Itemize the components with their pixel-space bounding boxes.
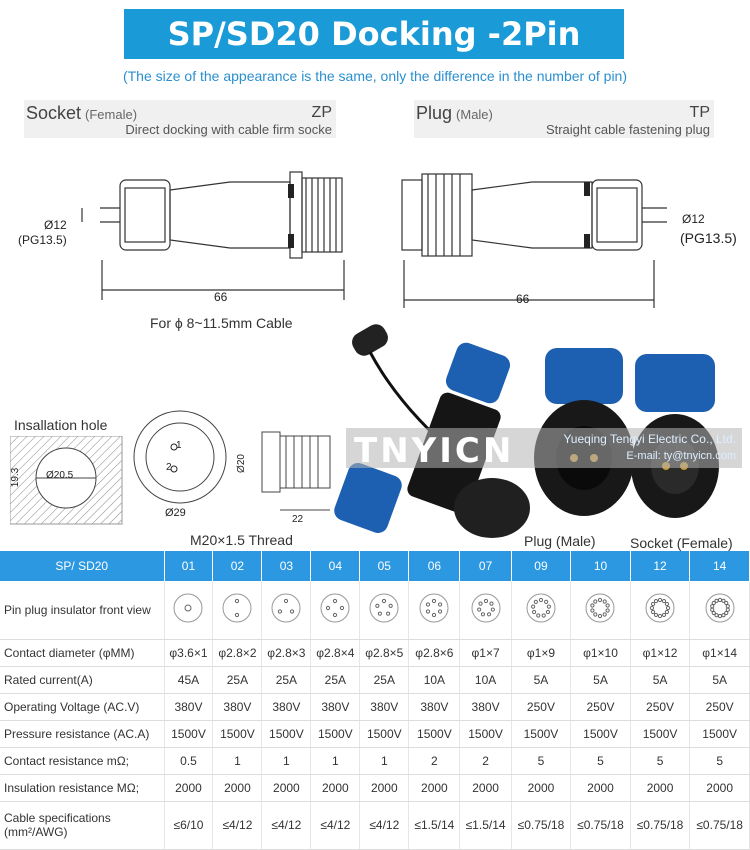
pin-dot	[606, 609, 609, 612]
pin-dot	[599, 599, 602, 602]
pin-face-icon	[262, 581, 311, 639]
table-cell: 5A	[690, 666, 750, 693]
thread-depth: 22	[292, 514, 304, 525]
pin-dot	[726, 605, 729, 608]
table-cell: 25A	[311, 666, 360, 693]
pin-dot	[537, 614, 540, 617]
table-cell: 250V	[571, 693, 631, 720]
plug-dia: Ø12	[682, 212, 705, 226]
table-cell: 5	[690, 747, 750, 774]
plug-name: Plug	[416, 103, 453, 123]
spec-table	[0, 551, 750, 850]
table-cell: 25A	[262, 666, 311, 693]
socket-dia: Ø12	[44, 218, 67, 232]
page-title: SP/SD20 Docking -2Pin	[124, 9, 624, 59]
table-cell: ≤0.75/18	[630, 801, 690, 849]
table-cell: ≤1.5/14	[409, 801, 460, 849]
row-label: Contact diameter (φMM)	[0, 639, 164, 666]
pin-dot	[531, 605, 534, 608]
plug-header	[414, 100, 714, 138]
socket-desc: Direct docking with cable firm socke	[125, 122, 332, 137]
thread-dia: Ø20	[235, 454, 247, 473]
pin-dot	[662, 600, 665, 603]
pin-dot	[439, 610, 442, 613]
table-cell: 45A	[164, 666, 213, 693]
row-label: Operating Voltage (AC.V)	[0, 693, 164, 720]
pin-dot	[532, 611, 535, 614]
pin-dot	[594, 600, 597, 603]
pin-dot	[712, 612, 715, 615]
table-cell: φ3.6×1	[164, 639, 213, 666]
table-column-header: 01	[164, 551, 213, 581]
table-cell: 380V	[164, 693, 213, 720]
table-cell: 5	[630, 747, 690, 774]
pin-dot	[379, 612, 382, 615]
pin-dot	[236, 614, 239, 617]
table-cell: 380V	[460, 693, 511, 720]
brand-company: Yueqing Tengyi Electric Co., Ltd.	[563, 432, 736, 446]
table-cell: ≤4/12	[311, 801, 360, 849]
thread-view-drawing	[240, 428, 340, 528]
table-cell: 380V	[262, 693, 311, 720]
table-cell: φ2.8×6	[409, 639, 460, 666]
table-column-header: 10	[571, 551, 631, 581]
table-cell: 1	[213, 747, 262, 774]
socket-pg: (PG13.5)	[18, 233, 67, 247]
table-cell: 2000	[460, 774, 511, 801]
table-row	[0, 639, 750, 666]
table-cell: 5	[571, 747, 631, 774]
table-cell: 2000	[213, 774, 262, 801]
table-cell: φ1×14	[690, 639, 750, 666]
table-cell: 250V	[511, 693, 571, 720]
pin-dot	[544, 601, 547, 604]
socket-sub: (Female)	[85, 107, 138, 122]
pin-face-icon	[511, 581, 571, 639]
table-cell: 2000	[571, 774, 631, 801]
table-column-header: 14	[690, 551, 750, 581]
face-view-drawing	[132, 405, 232, 517]
pin-dot	[387, 612, 390, 615]
pin-dot	[489, 602, 492, 605]
cable-caption: For ϕ 8~11.5mm Cable	[150, 315, 293, 331]
pin-dot	[539, 599, 542, 602]
table-column-header: 02	[213, 551, 262, 581]
socket-header	[24, 100, 336, 138]
table-cell: 1500V	[311, 720, 360, 747]
table-cell: ≤0.75/18	[571, 801, 631, 849]
row-label: Pressure resistance (AC.A)	[0, 720, 164, 747]
pin-dot	[718, 615, 721, 618]
table-cell: 2	[409, 747, 460, 774]
table-cell: φ2.8×2	[213, 639, 262, 666]
table-cell: 380V	[360, 693, 409, 720]
table-cell: 10A	[409, 666, 460, 693]
pin-dot	[652, 603, 655, 606]
pin-face-icon	[164, 581, 213, 639]
table-column-header: 04	[311, 551, 360, 581]
plug-drawing	[392, 160, 692, 320]
pin-dot	[652, 611, 655, 614]
brand-watermark	[346, 428, 742, 471]
pin-dot	[427, 610, 430, 613]
pin-dot	[599, 615, 602, 618]
table-cell: ≤6/10	[164, 801, 213, 849]
socket-code: ZP	[311, 104, 332, 121]
pin-dot	[591, 604, 594, 607]
plug-pg: (PG13.5)	[680, 230, 737, 246]
pin-dot	[236, 600, 239, 603]
pin-dot	[665, 603, 668, 606]
table-cell: ≤4/12	[360, 801, 409, 849]
pin-dot	[389, 604, 392, 607]
table-cell: 1500V	[213, 720, 262, 747]
table-cell: ≤4/12	[262, 801, 311, 849]
table-column-header: 12	[630, 551, 690, 581]
pin-dot	[334, 600, 337, 603]
subtitle: (The size of the appearance is the same, only the difference in the number of pin)	[122, 68, 628, 84]
plug-desc: Straight cable fastening plug	[545, 122, 710, 137]
table-column-header: 05	[360, 551, 409, 581]
table-row	[0, 693, 750, 720]
pin-dot	[710, 605, 713, 608]
pin-dot	[376, 604, 379, 607]
row-label: Pin plug insulator front view	[0, 581, 164, 639]
pin-dot	[484, 600, 487, 603]
socket-name: Socket	[26, 103, 82, 123]
table-row	[0, 747, 750, 774]
pin-dot	[658, 615, 661, 618]
table-cell: 250V	[630, 693, 690, 720]
table-header-label: SP/ SD20	[0, 551, 164, 581]
pin-face-icon	[460, 581, 511, 639]
table-cell: 5A	[571, 666, 631, 693]
pin-dot	[591, 609, 594, 612]
brand-logo: TNYICN	[354, 431, 515, 471]
table-cell: 2000	[690, 774, 750, 801]
pin-face-icon	[213, 581, 262, 639]
pin-dot	[477, 608, 480, 611]
table-cell: 2	[460, 747, 511, 774]
pin-face-icon	[360, 581, 409, 639]
pin-face-icon	[571, 581, 631, 639]
table-header-row	[0, 551, 750, 581]
pin-dot	[341, 607, 344, 610]
table-column-header: 09	[511, 551, 571, 581]
table-cell: 10A	[460, 666, 511, 693]
row-label: Insulation resistance MΩ;	[0, 774, 164, 801]
pin-dot	[654, 614, 657, 617]
table-cell: 250V	[690, 693, 750, 720]
table-cell: ≤1.5/14	[460, 801, 511, 849]
pin-dot	[327, 607, 330, 610]
row-label: Cable specifications (mm²/AWG)	[0, 801, 164, 849]
table-column-header: 03	[262, 551, 311, 581]
pin-dot	[487, 613, 490, 616]
table-cell: 25A	[213, 666, 262, 693]
table-cell: φ2.8×3	[262, 639, 311, 666]
row-label: Rated current(A)	[0, 666, 164, 693]
table-cell: 1500V	[571, 720, 631, 747]
pin-dot	[606, 604, 609, 607]
pin-face-icon	[690, 581, 750, 639]
table-cell: φ1×9	[511, 639, 571, 666]
install-dim2: Ø20.5	[46, 470, 74, 481]
pin-dot	[650, 607, 653, 610]
table-cell: 0.5	[164, 747, 213, 774]
pin-dot	[542, 614, 545, 617]
table-cell: ≤4/12	[213, 801, 262, 849]
pin-1-label: 1	[176, 440, 182, 451]
table-cell: ≤0.75/18	[511, 801, 571, 849]
plug-sub: (Male)	[456, 107, 493, 122]
install-label: Insallation hole	[14, 417, 108, 433]
pin-dot	[546, 611, 549, 614]
table-cell: 1500V	[690, 720, 750, 747]
pin-dot	[279, 610, 282, 613]
plug-photo-label: Plug (Male)	[524, 533, 596, 549]
pin-face-icon	[311, 581, 360, 639]
thread-label: M20×1.5 Thread	[190, 532, 293, 548]
pin-dot	[427, 603, 430, 606]
pin-dot	[285, 600, 288, 603]
table-cell: 2000	[311, 774, 360, 801]
install-hole-drawing	[10, 436, 125, 528]
pin-dot	[662, 614, 665, 617]
pin-dot	[654, 600, 657, 603]
pin-dot	[715, 599, 718, 602]
table-row	[0, 666, 750, 693]
pin-dot	[534, 601, 537, 604]
pin-dot	[604, 600, 607, 603]
table-cell: φ2.8×4	[311, 639, 360, 666]
pin-face-icon	[630, 581, 690, 639]
table-cell: φ2.8×5	[360, 639, 409, 666]
table-cell: ≤0.75/18	[690, 801, 750, 849]
pin-face-icon	[409, 581, 460, 639]
pin-dot	[658, 599, 661, 602]
brand-email: E-mail: ty@tnyicn.com	[626, 450, 736, 462]
pin-dot	[718, 599, 721, 602]
table-cell: 5A	[511, 666, 571, 693]
face-dim: Ø29	[165, 507, 186, 519]
table-cell: 1500V	[409, 720, 460, 747]
table-cell: 380V	[409, 693, 460, 720]
table-cell: 5	[511, 747, 571, 774]
table-cell: 2000	[630, 774, 690, 801]
table-cell: 1500V	[460, 720, 511, 747]
table-cell: 2000	[164, 774, 213, 801]
pin-dot	[722, 614, 725, 617]
table-row	[0, 581, 750, 639]
pin-dot	[185, 605, 191, 611]
pin-dot	[666, 607, 669, 610]
pin-dot	[433, 600, 436, 603]
table-cell: 2000	[409, 774, 460, 801]
socket-photo-label: Socket (Female)	[630, 535, 733, 551]
table-cell: 1500V	[511, 720, 571, 747]
pin-dot	[334, 614, 337, 617]
table-cell: 2000	[262, 774, 311, 801]
pin-dot	[481, 613, 484, 616]
table-cell: φ1×7	[460, 639, 511, 666]
table-cell: 25A	[360, 666, 409, 693]
table-column-header: 07	[460, 551, 511, 581]
table-cell: φ1×12	[630, 639, 690, 666]
table-cell: 380V	[213, 693, 262, 720]
pin-dot	[710, 608, 713, 611]
table-cell: φ1×10	[571, 639, 631, 666]
install-dim1: 19.3	[10, 467, 22, 488]
table-cell: 1500V	[630, 720, 690, 747]
table-cell: 2000	[511, 774, 571, 801]
table-column-header: 06	[409, 551, 460, 581]
pin-dot	[439, 603, 442, 606]
pin-dot	[491, 608, 494, 611]
pin-dot	[665, 611, 668, 614]
table-row	[0, 774, 750, 801]
table-cell: 1	[360, 747, 409, 774]
pin-dot	[726, 608, 729, 611]
socket-length: 66	[214, 290, 228, 304]
pin-2-label: 2	[166, 462, 172, 473]
pin-dot	[594, 613, 597, 616]
table-cell: 2000	[360, 774, 409, 801]
plug-length: 66	[516, 292, 530, 306]
pin-dot	[604, 613, 607, 616]
table-row	[0, 801, 750, 849]
pin-dot	[478, 602, 481, 605]
pin-dot	[383, 600, 386, 603]
table-row	[0, 720, 750, 747]
row-label: Contact resistance mΩ;	[0, 747, 164, 774]
pin-dot	[433, 614, 436, 617]
table-cell: 1	[311, 747, 360, 774]
pin-dot	[724, 602, 727, 605]
pin-dot	[291, 610, 294, 613]
table-cell: 380V	[311, 693, 360, 720]
table-cell: 1	[262, 747, 311, 774]
table-cell: 1500V	[262, 720, 311, 747]
pin-dot	[547, 605, 550, 608]
table-cell: 1500V	[360, 720, 409, 747]
table-cell: 5A	[630, 666, 690, 693]
table-cell: 1500V	[164, 720, 213, 747]
plug-code: TP	[689, 104, 710, 121]
